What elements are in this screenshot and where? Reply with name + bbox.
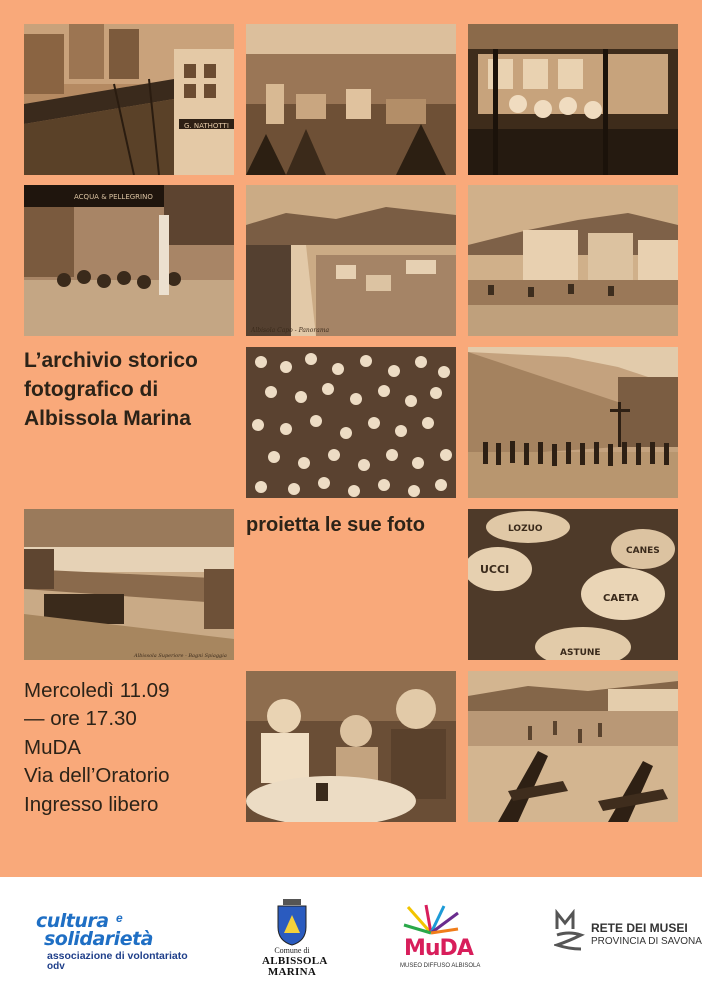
rete-line1: RETE DEI MUSEI <box>591 921 688 935</box>
cultura-conj: e <box>116 911 123 925</box>
rete-musei-logo <box>554 909 702 953</box>
muda-name: MuDA <box>404 936 473 961</box>
photo-seafront-bagni <box>24 509 234 660</box>
umbrella-label: ASTUNE <box>560 648 601 658</box>
umbrella-label: CANES <box>626 546 660 556</box>
title-line: L’archivio storico <box>24 349 198 372</box>
event-details <box>24 677 169 819</box>
title-line: Albissola Marina <box>24 407 191 430</box>
shop-sign-text: G. NATHOTTI <box>184 122 229 130</box>
assoc-text: associazione di volontariato <box>47 950 188 962</box>
rete-mark-icon <box>554 909 588 953</box>
muda-burst-icon <box>400 903 462 937</box>
photo-kiosk-people <box>468 24 678 175</box>
banner-text: ACQUA & PELLEGRINO <box>74 193 153 201</box>
event-venue: MuDA <box>24 735 81 759</box>
comune-line1: Comune di <box>274 946 310 955</box>
umbrella-label: LOZUO <box>508 524 543 534</box>
title-line: fotografico di <box>24 378 159 401</box>
photo-women-table <box>246 671 456 822</box>
event-time: — ore 17.30 <box>24 707 137 731</box>
poster-subtitle: proietta le sue foto <box>246 514 425 536</box>
cultura-solidarieta-logo <box>34 910 188 972</box>
event-admission: Ingresso libero <box>24 792 159 816</box>
umbrella-label: CAETA <box>603 593 639 604</box>
comune-line3: MARINA <box>267 966 317 978</box>
postcard-caption: Albissola Superiore - Bagni Spiaggia <box>134 653 227 659</box>
photo-beach-buildings <box>468 185 678 336</box>
photo-beach-umbrellas <box>468 509 678 660</box>
sponsor-footer <box>0 877 702 992</box>
comune-line2: ALBISSOLA <box>262 955 328 967</box>
event-address: Via dell’Oratorio <box>24 764 170 788</box>
cultura-word: cultura <box>36 910 109 932</box>
solidarieta-word: solidarietà <box>44 928 153 950</box>
muda-sub: MUSEO DIFFUSO ALBISOLA <box>400 963 481 969</box>
photo-procession <box>468 347 678 498</box>
photo-crowd-square <box>246 347 456 498</box>
muda-logo <box>400 903 481 973</box>
event-date: Mercoledì 11.09 <box>24 679 170 702</box>
photo-town-panorama <box>246 24 456 175</box>
photo-coast-panorama <box>246 185 456 336</box>
photo-cyclists-race <box>24 185 234 336</box>
comune-albissola-logo <box>262 897 328 978</box>
odv-text: odv <box>47 961 65 972</box>
photo-street-houses <box>24 24 234 175</box>
poster-title <box>24 346 239 433</box>
coat-of-arms-icon <box>262 897 322 947</box>
postcard-caption: Albisola Capo - Panorama <box>251 327 330 334</box>
rete-line2: PROVINCIA DI SAVONA <box>591 936 702 947</box>
photo-beach-deckchairs <box>468 671 678 822</box>
umbrella-label: UCCI <box>480 563 510 576</box>
